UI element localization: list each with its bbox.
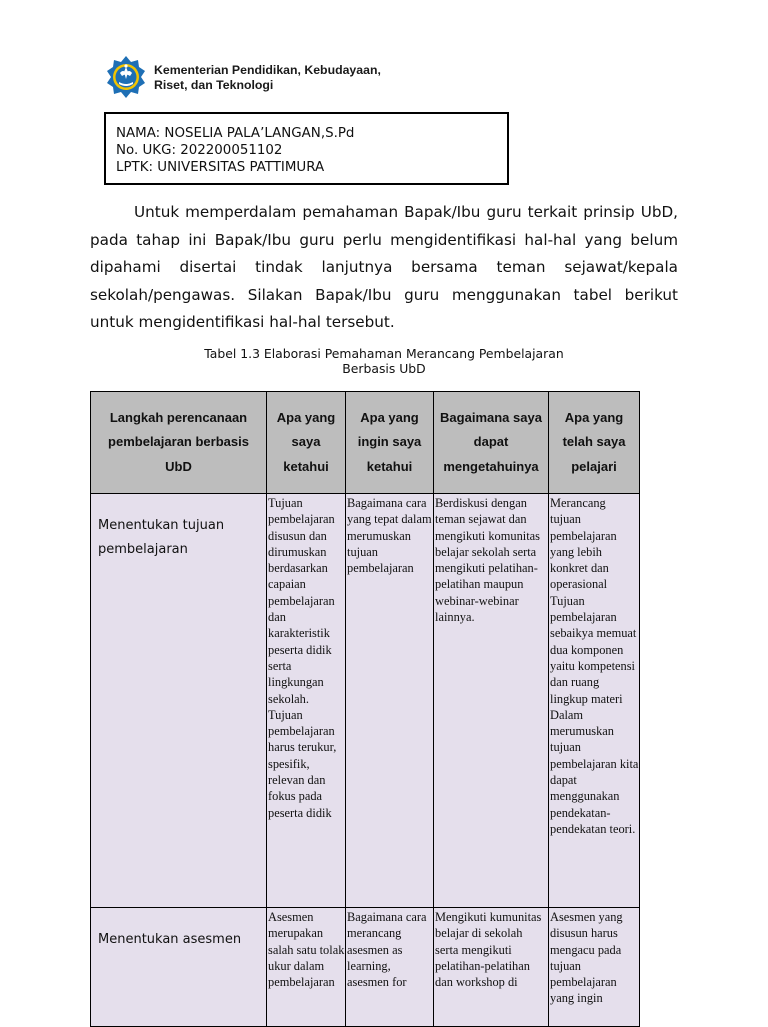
ministry-name-line1: Kementerian Pendidikan, Kebudayaan, — [154, 63, 381, 77]
identity-lptk: LPTK: UNIVERSITAS PATTIMURA — [116, 160, 325, 175]
row2-learned-cell — [549, 908, 640, 1027]
intro-paragraph-block — [90, 199, 678, 337]
identity-nama: NAMA: NOSELIA PALA’LANGAN,S.Pd — [116, 126, 355, 141]
identity-ukg: No. UKG: 202200051102 — [116, 143, 283, 158]
row1-known: Tujuan pembelajaran disusun dan dirumuskan berdasarkan capaian pembelajaran dan karakteristik peserta didik serta lingkungan sekolah. Tujuan pembelajaran harus terukur, spesifik, relevan dan fokus pada peserta didik — [267, 494, 346, 908]
row2-how: Mengikuti kumunitas belajar di sekolah serta mengikuti pelatihan-pelatihan dan workshop di — [435, 910, 542, 990]
row1-how: Berdiskusi dengan teman sejawat dan mengikuti komunitas belajar sekolah serta mengikuti pelatihan-pelatihan maupun webinar-webinar lainnya. — [434, 494, 549, 908]
header-diketahui: Apa yang saya ketahui — [267, 392, 346, 494]
ministry-name-line2: Riset, dan Teknologi — [154, 78, 274, 92]
ministry-header — [105, 55, 381, 99]
table-row — [91, 494, 640, 908]
row2-known-cell — [267, 908, 346, 1027]
header-langkah: Langkah perencanaan pembelajaran berbasis UbD — [91, 392, 267, 494]
header-cara-mengetahui: Bagaimana saya dapat mengetahuinya — [434, 392, 549, 494]
table-caption-line2: Berbasis UbD — [342, 360, 426, 376]
ministry-name — [154, 63, 381, 93]
row1-step: Menentukan tujuan pembelajaran — [91, 494, 267, 908]
row1-learned: Merancang tujuan pembelajaran yang lebih konkret dan operasional Tujuan pembelajaran sebaikya memuat dua komponen yaitu kompetensi dan ruang lingkup materi Dalam merumuskan tujuan pembelajaran kita dapat menggunakan pendekatan-pendekatan teori. — [549, 494, 640, 908]
elaboration-table — [90, 391, 640, 1027]
header-ingin-diketahui: Apa yang ingin saya ketahui — [346, 392, 434, 494]
table-caption-line1: Tabel 1.3 Elaborasi Pemahaman Merancang Pembelajaran — [204, 346, 564, 361]
row2-step: Menentukan asesmen — [91, 908, 267, 1027]
header-dipelajari: Apa yang telah saya pelajari — [549, 392, 640, 494]
row2-want: Bagaimana cara merancang asesmen as learning, asesmen for — [347, 910, 427, 990]
row1-want: Bagaimana cara yang tepat dalam merumuskan tujuan pembelajaran — [346, 494, 434, 908]
tut-wuri-handayani-emblem-icon — [105, 55, 147, 99]
row2-learned: Asesmen yang disusun harus mengacu pada tujuan pembelajaran yang ingin — [550, 910, 623, 1006]
row2-known: Asesmen merupakan salah satu tolak ukur dalam pembelajaran — [268, 910, 345, 990]
row2-want-cell — [346, 908, 434, 1027]
identity-box — [104, 112, 509, 185]
table-header-row — [91, 392, 640, 494]
table-row — [91, 908, 640, 1027]
table-caption — [180, 347, 588, 376]
intro-paragraph: Untuk memperdalam pemahaman Bapak/Ibu guru terkait prinsip UbD, pada tahap ini Bapak/Ibu guru perlu mengidentifikasi hal-hal yang belum dipahami disertai tindak lanjutnya bersama teman sejawat/kepala sekolah/pengawas. Silakan Bapak/Ibu guru menggunakan tabel berikut untuk mengidentifikasi hal-hal tersebut. — [90, 203, 678, 331]
row2-how-cell — [434, 908, 549, 1027]
